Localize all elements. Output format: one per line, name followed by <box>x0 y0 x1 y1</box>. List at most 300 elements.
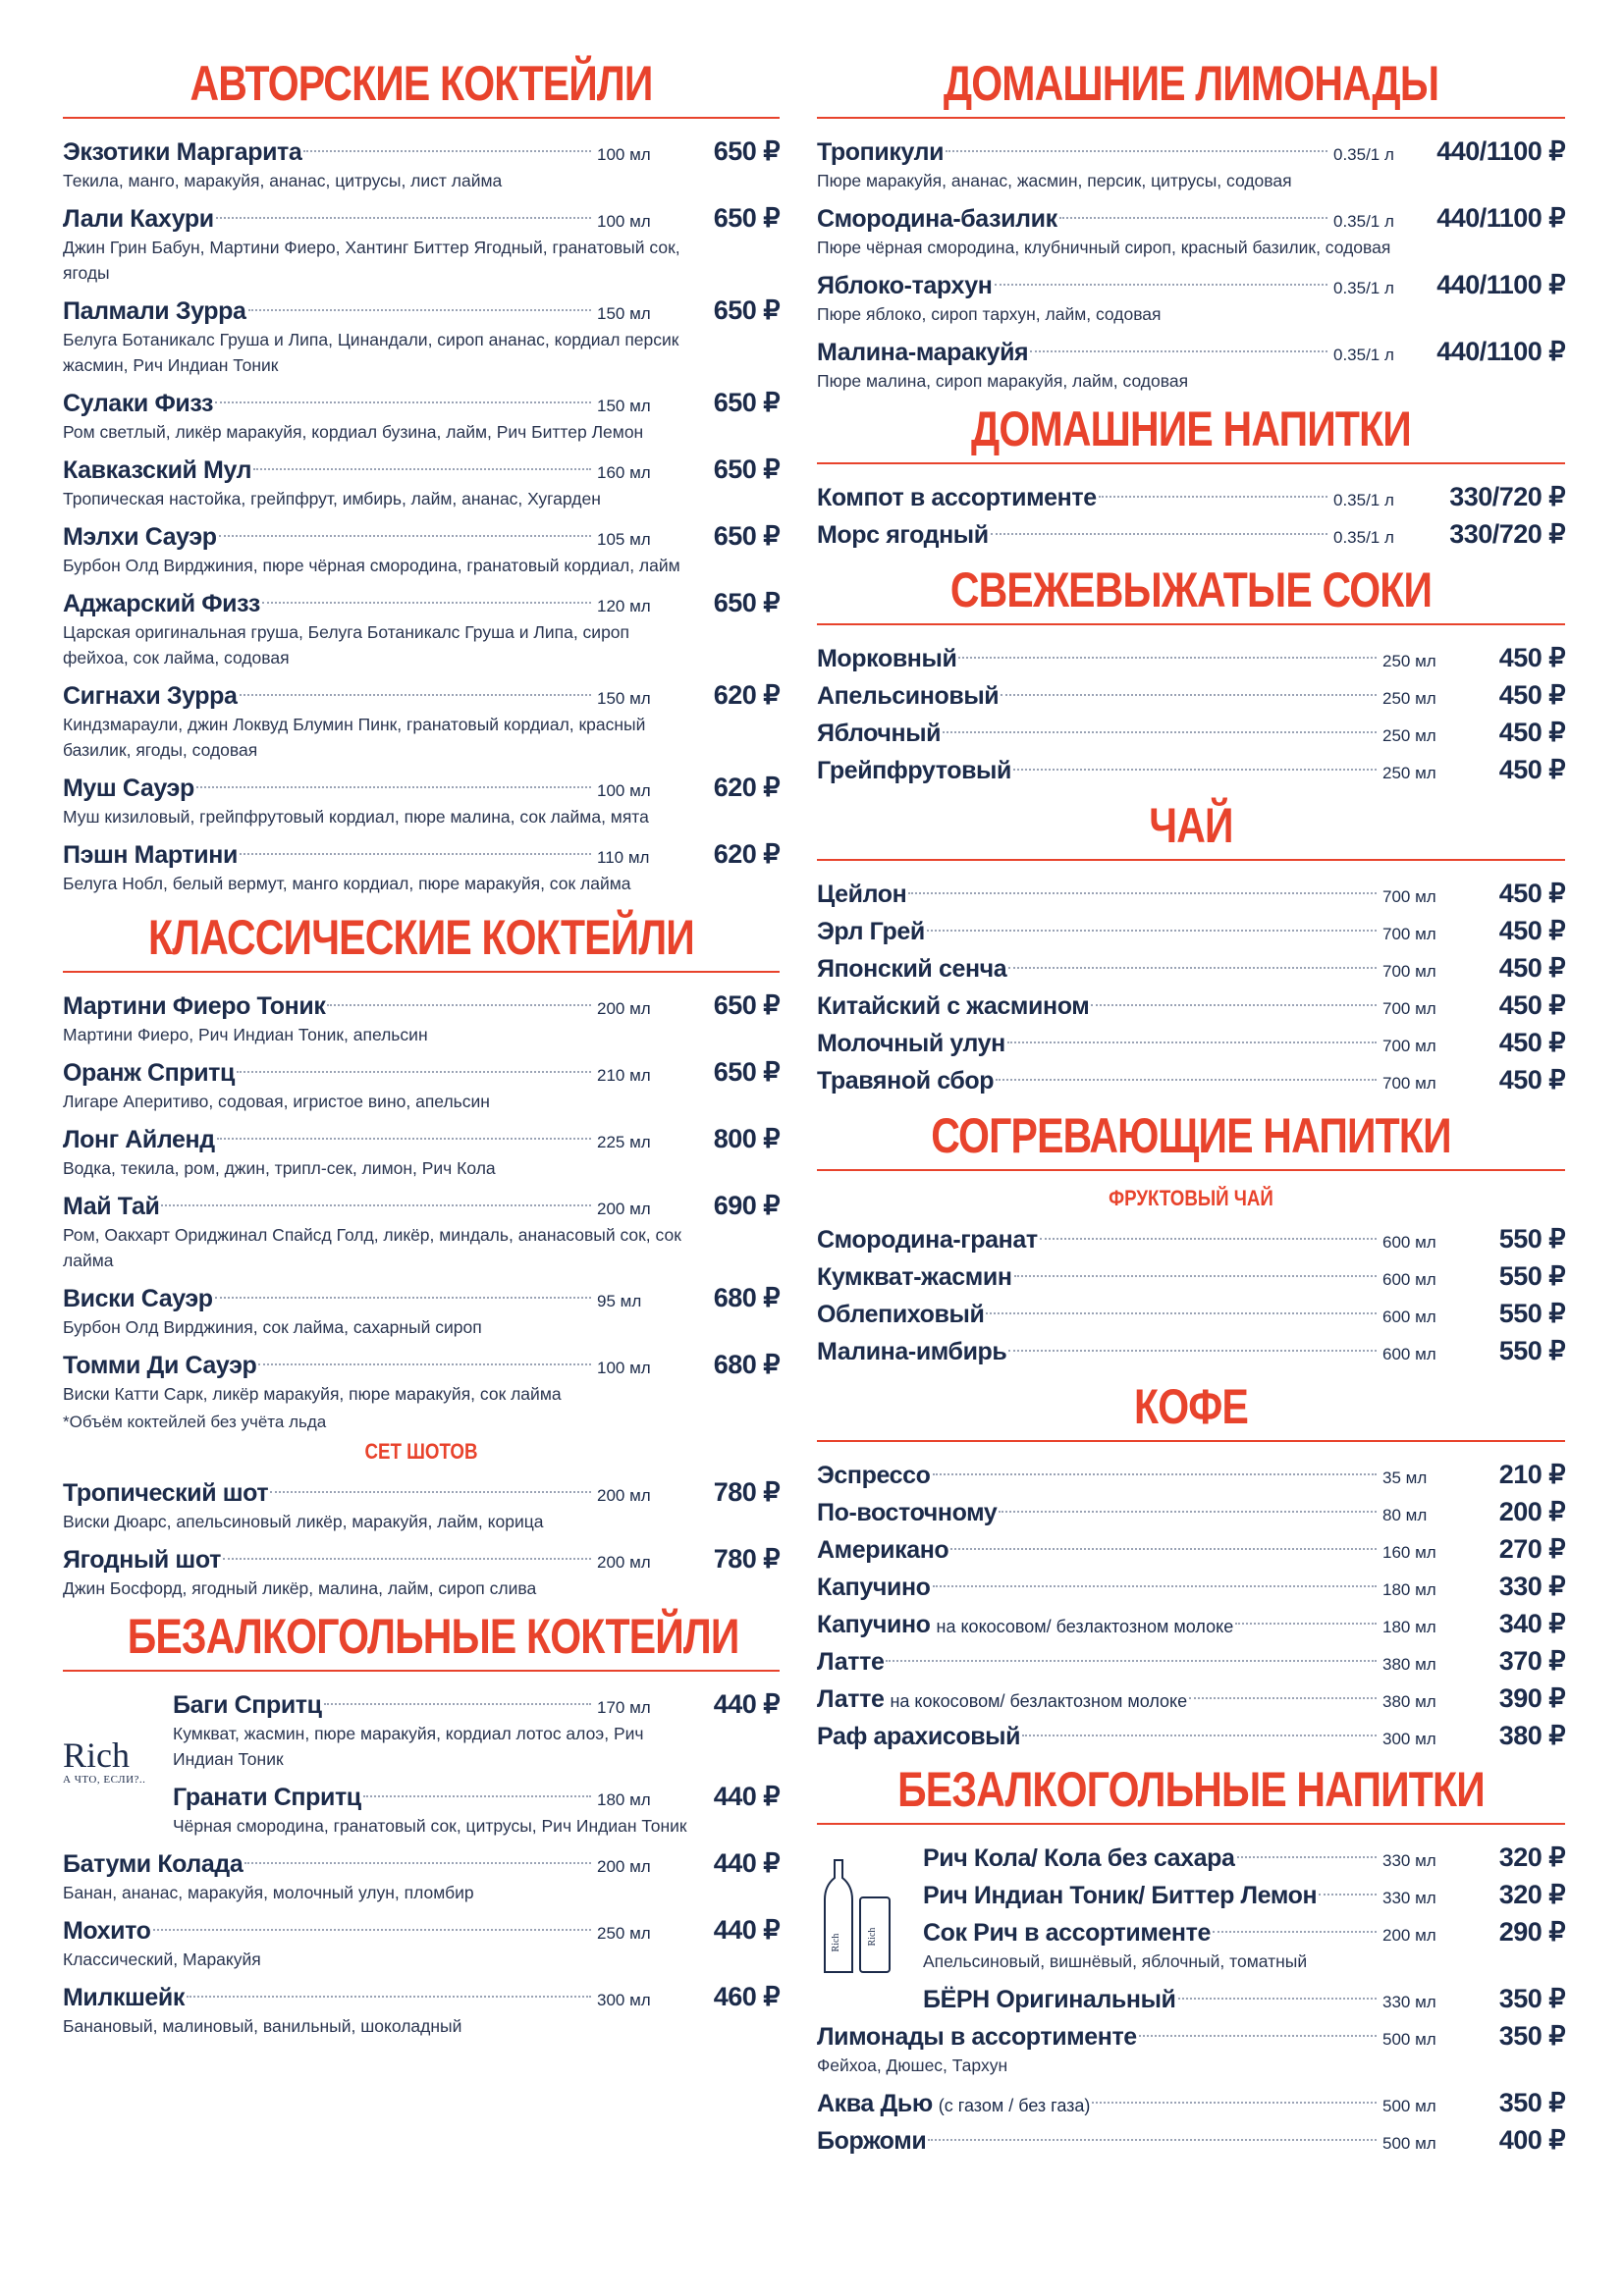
item-price: 650 ₽ <box>713 203 780 233</box>
item-name: Смородина-гранат <box>817 1226 1038 1254</box>
leader-dots <box>153 1929 591 1931</box>
item-volume: 210 мл <box>597 1066 651 1085</box>
menu-item-row <box>63 987 780 1024</box>
item-price: 680 ₽ <box>713 1350 780 1379</box>
menu-item <box>817 912 1565 949</box>
ice-footnote: *Объём коктейлей без учёта льда <box>63 1413 327 1431</box>
item-volume: 180 мл <box>597 1790 651 1809</box>
item-volume: 700 мл <box>1382 887 1436 906</box>
item-name: Мартини Фиеро Тоник <box>63 992 326 1020</box>
item-name: Кавказский Мул <box>63 456 252 484</box>
item-price: 370 ₽ <box>1498 1646 1565 1676</box>
leader-dots <box>216 217 591 219</box>
item-price: 650 ₽ <box>713 1057 780 1087</box>
menu-item-row <box>817 2121 1565 2159</box>
menu-item <box>63 769 780 829</box>
leader-dots <box>219 535 591 537</box>
rich-bottles-illustration <box>817 1858 895 1976</box>
leader-dots <box>1022 1735 1377 1736</box>
item-name: Яблочный <box>817 720 942 747</box>
leader-dots <box>943 731 1377 733</box>
item-volume: 380 мл <box>1382 1655 1436 1674</box>
item-description: Пюре малина, сироп маракуйя, лайм, содовая <box>817 371 1189 391</box>
menu-item <box>63 1120 780 1181</box>
leader-dots <box>999 1511 1377 1513</box>
menu-item-row <box>63 1473 780 1511</box>
item-volume: 700 мл <box>1382 1037 1436 1055</box>
menu-item <box>923 1913 1565 1974</box>
item-description: Пюре чёрная смородина, клубничный сироп, красный базилик, содовая <box>817 238 1391 257</box>
item-volume: 0.35/1 л <box>1333 346 1394 364</box>
leader-dots <box>262 602 591 604</box>
section-shot-set <box>63 1438 780 1601</box>
menu-item <box>63 1540 780 1601</box>
menu-item <box>817 478 1565 515</box>
leader-dots <box>1139 2035 1377 2037</box>
menu-item <box>63 1346 780 1407</box>
section-title: СВЕЖЕВЫЖАТЫЕ СОКИ <box>949 562 1433 617</box>
item-price: 390 ₽ <box>1498 1683 1565 1713</box>
item-price: 440 ₽ <box>713 1848 780 1878</box>
leader-dots <box>161 1204 591 1206</box>
item-price: 440 ₽ <box>713 1689 780 1719</box>
item-volume: 500 мл <box>1382 2134 1436 2153</box>
menu-item-row <box>817 1332 1565 1369</box>
leader-dots <box>240 853 591 855</box>
item-volume: 200 мл <box>597 999 651 1018</box>
item-price: 650 ₽ <box>713 136 780 166</box>
section-divider <box>817 859 1565 861</box>
menu-item <box>63 987 780 1047</box>
section-title: ДОМАШНИЕ ЛИМОНАДЫ <box>943 56 1439 111</box>
section-warming-drinks <box>817 1106 1565 1369</box>
leader-dots <box>324 1703 591 1705</box>
item-name: Облепиховый <box>817 1301 985 1328</box>
item-price: 450 ₽ <box>1498 718 1565 747</box>
leader-dots <box>237 1071 591 1073</box>
menu-item-row <box>63 1844 780 1882</box>
menu-item <box>817 1530 1565 1568</box>
item-name: Грейпфрутовый <box>817 757 1011 784</box>
item-description: Чёрная смородина, гранатовый сок, цитрусы, Рич Индиан Тоник <box>173 1816 687 1836</box>
item-name: Милкшейк <box>63 1984 186 2011</box>
item-description: Мартини Фиеро, Рич Индиан Тоник, апельсин <box>63 1025 428 1044</box>
item-name: Баги Спритц <box>173 1691 322 1719</box>
section-title: АВТОРСКИЕ КОКТЕЙЛИ <box>189 56 653 111</box>
leader-dots <box>240 694 591 696</box>
leader-dots <box>1092 2102 1377 2104</box>
bottle-label: Rich <box>831 1933 841 1952</box>
item-volume: 200 мл <box>597 1553 651 1572</box>
item-price: 440 ₽ <box>713 1915 780 1945</box>
item-volume: 600 мл <box>1382 1270 1436 1289</box>
item-price: 440/1100 ₽ <box>1436 203 1565 233</box>
menu-item <box>63 1911 780 1972</box>
leader-dots <box>933 1585 1377 1587</box>
menu-item <box>817 1568 1565 1605</box>
item-description: Тропическая настойка, грейпфрут, имбирь, лайм, ананас, Хугарден <box>63 489 601 508</box>
leader-dots <box>1014 1275 1377 1277</box>
section-coffee <box>817 1377 1565 1754</box>
item-name: Раф арахисовый <box>817 1723 1021 1750</box>
section-home-lemonades <box>817 54 1565 394</box>
subsection-title: СЕТ ШОТОВ <box>364 1439 478 1464</box>
menu-item-row <box>923 1980 1565 2017</box>
item-price: 350 ₽ <box>1498 1984 1565 2013</box>
item-name: Палмали Зурра <box>63 297 246 325</box>
item-name: Японский сенча <box>817 955 1007 983</box>
item-price: 680 ₽ <box>713 1283 780 1312</box>
item-volume: 95 мл <box>597 1292 642 1310</box>
menu-item-row <box>63 199 780 237</box>
menu-item <box>63 1279 780 1340</box>
item-name: Мэлхи Сауэр <box>63 523 217 551</box>
item-price: 320 ₽ <box>1498 1880 1565 1909</box>
menu-item <box>817 333 1565 394</box>
leader-dots <box>248 309 592 311</box>
item-volume: 225 мл <box>597 1133 651 1151</box>
item-name: Лали Кахури <box>63 205 214 233</box>
menu-item-row <box>817 333 1565 370</box>
rich-logo-tagline: А ЧТО, ЕСЛИ?.. <box>63 1774 146 1786</box>
item-description: Классический, Маракуйя <box>63 1949 261 1969</box>
item-description: Банан, ананас, маракуйя, молочный улун, пломбир <box>63 1883 474 1902</box>
item-description: Апельсиновый, вишнёвый, яблочный, томатный <box>923 1951 1308 1971</box>
item-description: Текила, манго, маракуйя, ананас, цитрусы, лист лайма <box>63 171 503 190</box>
section-title: БЕЗАЛКОГОЛЬНЫЕ НАПИТКИ <box>897 1762 1485 1817</box>
menu-item <box>923 1876 1565 1913</box>
menu-item-row <box>923 1913 1565 1950</box>
item-name: Смородина-базилик <box>817 205 1057 233</box>
item-name: Китайский с жасмином <box>817 992 1090 1020</box>
item-volume: 110 мл <box>597 848 650 867</box>
item-description: Фейхоа, Дюшес, Тархун <box>817 2056 1008 2075</box>
item-price: 210 ₽ <box>1498 1460 1565 1489</box>
menu-item-row <box>817 714 1565 751</box>
item-description: Ром, Оакхарт Ориджинал Спайсд Голд, ликёр, миндаль, ананасовый сок, сок лайма <box>63 1225 681 1270</box>
item-price: 400 ₽ <box>1498 2125 1565 2155</box>
menu-item <box>63 1187 780 1273</box>
menu-item-row <box>817 2084 1565 2121</box>
item-price: 320 ₽ <box>1498 1842 1565 1872</box>
leader-dots <box>327 1004 591 1006</box>
item-price: 440/1100 ₽ <box>1436 337 1565 366</box>
menu-item <box>817 1295 1565 1332</box>
menu-item-row <box>817 1257 1565 1295</box>
item-price: 270 ₽ <box>1498 1534 1565 1564</box>
item-volume: 180 мл <box>1382 1618 1436 1636</box>
item-name: Капучино <box>817 1574 931 1601</box>
item-volume: 100 мл <box>597 781 651 800</box>
item-volume: 330 мл <box>1382 1993 1436 2011</box>
menu-item <box>817 2017 1565 2078</box>
leader-dots <box>1213 1931 1377 1933</box>
menu-item <box>817 1493 1565 1530</box>
section-title: СОГРЕВАЮЩИЕ НАПИТКИ <box>931 1108 1451 1163</box>
item-description: Белуга Ботаникалс Груша и Липа, Цинандали, сироп ананас, кордиал персик жасмин, Рич Индиан Тоник <box>63 330 679 375</box>
item-name: Латте <box>817 1685 885 1713</box>
item-price: 620 ₽ <box>713 680 780 710</box>
menu-item <box>817 751 1565 788</box>
menu-item <box>817 714 1565 751</box>
menu-item-row <box>63 584 780 621</box>
item-volume: 500 мл <box>1382 2030 1436 2049</box>
item-name: Оранж Спритц <box>63 1059 235 1087</box>
item-volume: 330 мл <box>1382 1851 1436 1870</box>
item-description: Виски Катти Сарк, ликёр маракуйя, пюре маракуйя, сок лайма <box>63 1384 562 1404</box>
item-price: 450 ₽ <box>1498 1028 1565 1057</box>
section-title: ДОМАШНИЕ НАПИТКИ <box>971 401 1411 456</box>
menu-item <box>817 2121 1565 2159</box>
item-price: 780 ₽ <box>713 1477 780 1507</box>
menu-item-row <box>817 1061 1565 1098</box>
menu-item <box>817 987 1565 1024</box>
leader-dots <box>223 1558 591 1560</box>
leader-dots <box>946 150 1327 152</box>
item-volume: 160 мл <box>597 463 651 482</box>
item-name: Цейлон <box>817 881 907 908</box>
menu-item-row <box>63 1053 780 1091</box>
leader-dots <box>1008 1350 1377 1352</box>
leader-dots <box>908 892 1377 894</box>
item-name: Аква Дью <box>817 2090 933 2117</box>
menu-item <box>63 1978 780 2039</box>
item-volume: 100 мл <box>597 212 651 231</box>
item-description: Муш кизиловый, грейпфрутовый кордиал, пюре малина, сок лайма, мята <box>63 807 649 827</box>
item-volume: 700 мл <box>1382 1074 1436 1093</box>
item-price: 440/1100 ₽ <box>1436 136 1565 166</box>
item-name: Апельсиновый <box>817 682 1000 710</box>
item-volume: 150 мл <box>597 689 651 708</box>
menu-item-row <box>817 266 1565 303</box>
item-volume: 250 мл <box>1382 689 1436 708</box>
menu-item <box>63 384 780 445</box>
item-name: Капучино <box>817 1611 931 1638</box>
item-volume: 250 мл <box>1382 764 1436 782</box>
menu-item-row <box>817 639 1565 676</box>
item-volume: 600 мл <box>1382 1345 1436 1363</box>
item-description: Джин Босфорд, ягодный ликёр, малина, лайм, сироп слива <box>63 1578 537 1598</box>
item-volume: 380 мл <box>1382 1692 1436 1711</box>
item-name: Рич Кола/ Кола без сахара <box>923 1844 1235 1872</box>
item-name: Малина-имбирь <box>817 1338 1007 1365</box>
item-name: Лимонады в ассортименте <box>817 2023 1137 2051</box>
menu-item-row <box>63 133 780 170</box>
item-description: Царская оригинальная груша, Белуга Ботаникалс Груша и Липа, сироп фейхоа, сок лайма, содовая <box>63 622 630 667</box>
item-volume: 160 мл <box>1382 1543 1436 1562</box>
item-price: 450 ₽ <box>1498 916 1565 945</box>
menu-item <box>923 1839 1565 1876</box>
menu-item <box>817 1220 1565 1257</box>
item-volume: 700 мл <box>1382 925 1436 943</box>
item-price: 290 ₽ <box>1498 1917 1565 1947</box>
menu-item-row <box>63 1911 780 1949</box>
item-name: Аджарский Физз <box>63 590 260 617</box>
item-price: 450 ₽ <box>1498 755 1565 784</box>
item-name: Виски Сауэр <box>63 1285 213 1312</box>
section-divider <box>63 1670 780 1672</box>
item-name: Сок Рич в ассортименте <box>923 1919 1211 1947</box>
menu-item-row <box>817 987 1565 1024</box>
item-volume: 80 мл <box>1382 1506 1428 1524</box>
item-name: Сулаки Физз <box>63 390 214 417</box>
section-divider <box>817 1440 1565 1442</box>
left-column <box>63 54 780 2045</box>
item-description: Киндзмараули, джин Локвуд Блумин Пинк, гранатовый кордиал, красный базилик, ягоды, содовая <box>63 715 646 760</box>
item-price: 550 ₽ <box>1498 1224 1565 1254</box>
item-price: 550 ₽ <box>1498 1299 1565 1328</box>
leader-dots <box>886 1660 1377 1662</box>
menu-item-row <box>817 133 1565 170</box>
item-name: БЁРН Оригинальный <box>923 1986 1176 2013</box>
menu-item <box>817 1642 1565 1680</box>
item-volume: 100 мл <box>597 1359 651 1377</box>
item-price: 620 ₽ <box>713 773 780 802</box>
leader-dots <box>933 1473 1377 1475</box>
menu-item <box>63 584 780 670</box>
item-price: 340 ₽ <box>1498 1609 1565 1638</box>
section-divider <box>817 1169 1565 1171</box>
menu-item-row <box>63 1187 780 1224</box>
item-price: 650 ₽ <box>713 521 780 551</box>
section-divider <box>817 1823 1565 1825</box>
section-classic-cocktails <box>63 908 780 1432</box>
item-name: Ягодный шот <box>63 1546 221 1574</box>
leader-dots <box>1091 1004 1377 1006</box>
menu-item-row <box>817 1220 1565 1257</box>
leader-dots <box>1099 496 1327 498</box>
menu-item <box>63 133 780 193</box>
menu-item-row <box>817 515 1565 553</box>
item-name: Американо <box>817 1536 949 1564</box>
menu-item <box>817 266 1565 327</box>
item-volume: 250 мл <box>597 1924 651 1943</box>
leader-dots <box>196 786 591 788</box>
item-volume: 180 мл <box>1382 1580 1436 1599</box>
item-name: Экзотики Маргарита <box>63 138 302 166</box>
menu-item <box>817 1332 1565 1369</box>
item-name: Рич Индиан Тоник/ Биттер Лемон <box>923 1882 1318 1909</box>
item-volume: 150 мл <box>597 397 651 415</box>
menu-item-row <box>817 875 1565 912</box>
glass-label: Rich <box>867 1927 878 1947</box>
item-price: 450 ₽ <box>1498 879 1565 908</box>
item-description: Бурбон Олд Вирджиния, пюре чёрная смородина, гранатовый кордиал, лайм <box>63 556 680 575</box>
section-tea <box>817 796 1565 1098</box>
section-home-drinks <box>817 400 1565 553</box>
menu-item <box>817 1024 1565 1061</box>
item-price: 450 ₽ <box>1498 953 1565 983</box>
leader-dots <box>1237 1856 1377 1858</box>
item-volume: 170 мл <box>597 1698 651 1717</box>
menu-item-row <box>63 384 780 421</box>
item-name: Пэшн Мартини <box>63 841 238 869</box>
menu-item-row <box>63 1978 780 2015</box>
item-price: 690 ₽ <box>713 1191 780 1220</box>
item-name: Малина-маракуйя <box>817 339 1029 366</box>
item-price: 650 ₽ <box>713 990 780 1020</box>
menu-item <box>817 1456 1565 1493</box>
section-fresh-juices <box>817 561 1565 788</box>
menu-item-row <box>817 1295 1565 1332</box>
menu-item-row <box>923 1876 1565 1913</box>
item-name: Мохито <box>63 1917 151 1945</box>
section-title: БЕЗАЛКОГОЛЬНЫЕ КОКТЕЙЛИ <box>127 1609 739 1664</box>
leader-dots <box>215 401 591 403</box>
leader-dots <box>187 1996 591 1998</box>
menu-item <box>817 515 1565 553</box>
item-name: Травяной сбор <box>817 1067 995 1095</box>
menu-item-row <box>817 1530 1565 1568</box>
item-volume: 0.35/1 л <box>1333 491 1394 509</box>
menu-item <box>817 875 1565 912</box>
item-name: Боржоми <box>817 2127 927 2155</box>
section-divider <box>817 462 1565 464</box>
item-name: Гранати Спритц <box>173 1784 361 1811</box>
leader-dots <box>996 1079 1377 1081</box>
menu-item-row <box>817 912 1565 949</box>
leader-dots <box>1008 967 1377 969</box>
item-volume: 200 мл <box>597 1200 651 1218</box>
menu-item <box>817 639 1565 676</box>
leader-dots <box>244 1862 591 1864</box>
item-description: Лигаре Аперитиво, содовая, игристое вино, апельсин <box>63 1092 490 1111</box>
section-title: КОФЕ <box>1134 1379 1248 1434</box>
item-volume: 0.35/1 л <box>1333 279 1394 297</box>
menu-item <box>63 1844 780 1905</box>
item-price: 350 ₽ <box>1498 2021 1565 2051</box>
item-name: Муш Сауэр <box>63 774 194 802</box>
item-name: Морс ягодный <box>817 521 989 549</box>
item-price: 460 ₽ <box>713 1982 780 2011</box>
item-volume: 300 мл <box>1382 1730 1436 1748</box>
item-price: 440/1100 ₽ <box>1436 270 1565 299</box>
menu-item-row <box>63 835 780 873</box>
section-divider <box>63 117 780 119</box>
item-name: Кумкват-жасмин <box>817 1263 1012 1291</box>
item-price: 550 ₽ <box>1498 1261 1565 1291</box>
section-divider <box>63 971 780 973</box>
item-name-note: на кокосовом/ безлактозном молоке <box>890 1691 1188 1711</box>
item-volume: 0.35/1 л <box>1333 212 1394 231</box>
section-soft-drinks <box>817 1760 1565 2159</box>
menu-item <box>817 1061 1565 1098</box>
menu-item <box>63 517 780 578</box>
menu-item <box>63 676 780 763</box>
item-description: Бурбон Олд Вирджиния, сок лайма, сахарный сироп <box>63 1317 482 1337</box>
item-description: Кумкват, жасмин, пюре маракуйя, кордиал лотос алоэ, Рич Индиан Тоник <box>173 1724 644 1769</box>
item-name: Май Тай <box>63 1193 160 1220</box>
menu-item <box>63 1685 780 1775</box>
item-description: Джин Грин Бабун, Мартини Фиеро, Хантинг Биттер Ягодный, гранатовый сок, ягоды <box>63 238 680 283</box>
item-price: 450 ₽ <box>1498 680 1565 710</box>
item-name: Тропикули <box>817 138 945 166</box>
leader-dots <box>215 1297 591 1299</box>
leader-dots <box>958 657 1377 659</box>
item-description: Пюре маракуйя, ананас, жасмин, персик, цитрусы, содовая <box>817 171 1292 190</box>
item-price: 780 ₽ <box>713 1544 780 1574</box>
menu-item-row <box>817 1456 1565 1493</box>
leader-dots <box>991 533 1327 535</box>
item-name: Эрл Грей <box>817 918 925 945</box>
leader-dots <box>1001 694 1377 696</box>
leader-dots <box>1178 1998 1377 2000</box>
section-title: КЛАССИЧЕСКИЕ КОКТЕЙЛИ <box>148 910 694 965</box>
item-name-note: (с газом / без газа) <box>938 2096 1091 2115</box>
item-name: Батуми Колада <box>63 1850 244 1878</box>
item-volume: 500 мл <box>1382 2097 1436 2115</box>
item-description: Белуга Нобл, белый вермут, манго кордиал, пюре маракуйя, сок лайма <box>63 874 631 893</box>
